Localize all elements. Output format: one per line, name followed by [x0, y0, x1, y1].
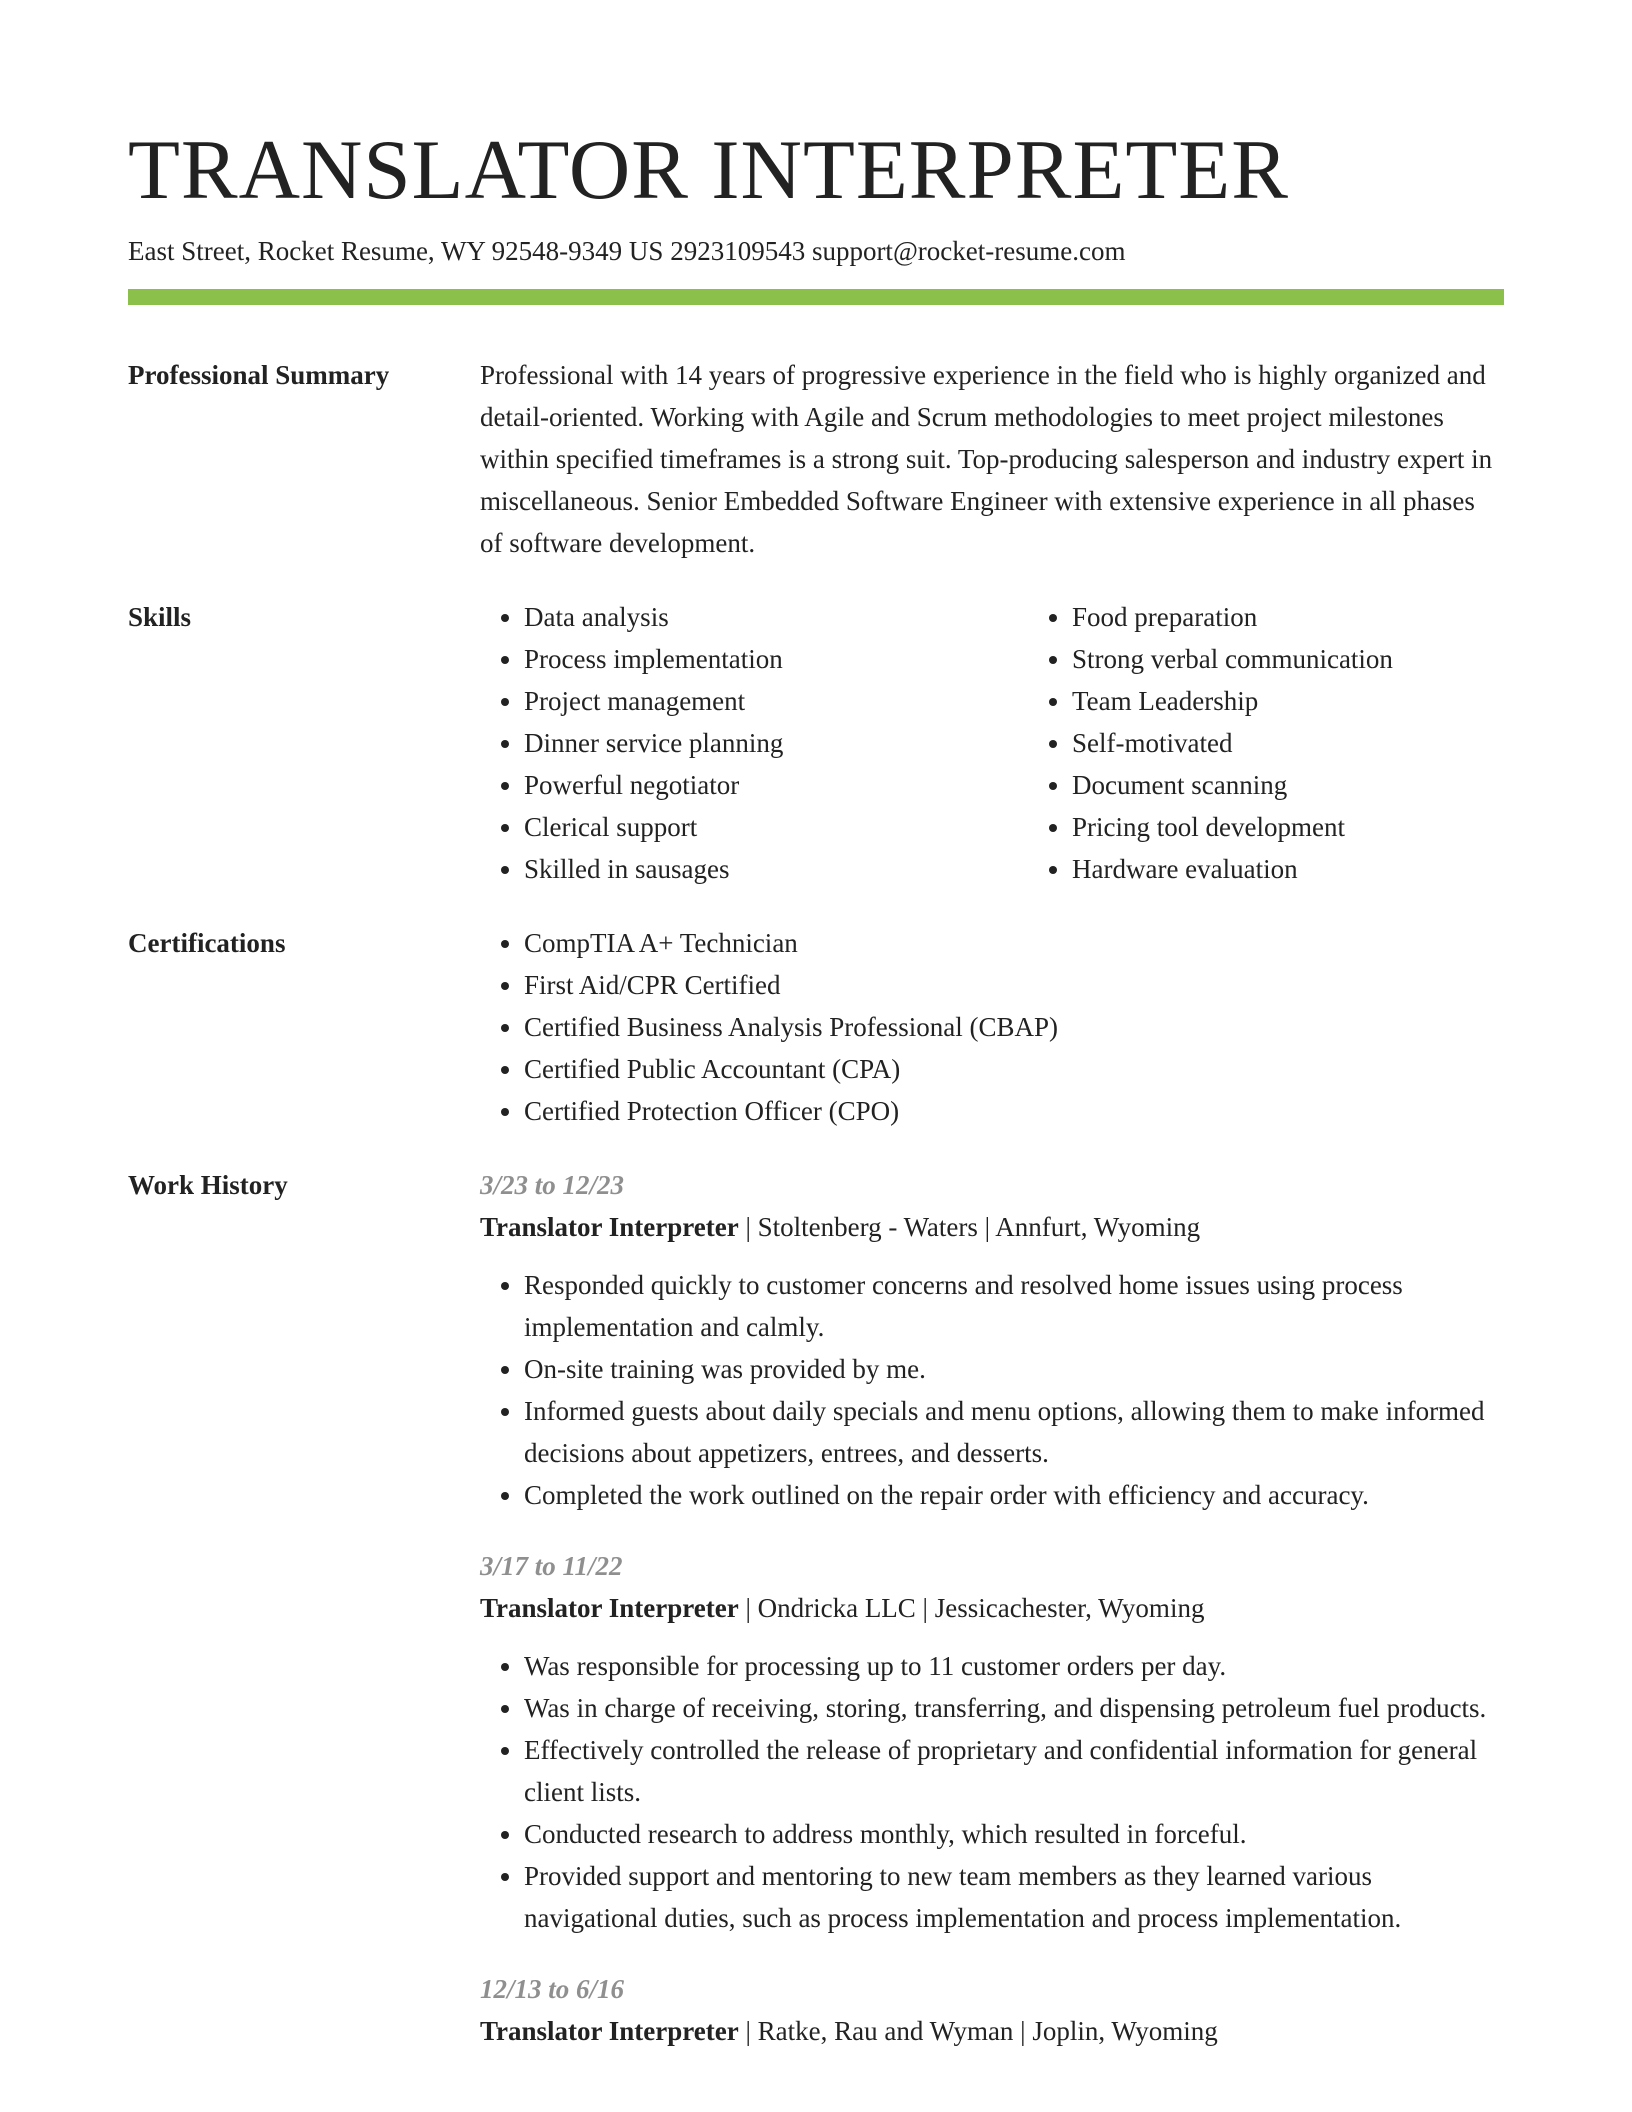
job-details: | Ratke, Rau and Wyman | Joplin, Wyoming [738, 2016, 1218, 2046]
job-entry [480, 1164, 1504, 1516]
job-title: Translator Interpreter [480, 1212, 739, 1242]
job-dates: 12/13 to 6/16 [480, 1974, 625, 2004]
certification-item: • Certified Public Accountant (CPA) [524, 1048, 1504, 1090]
job-bullet: • On-site training was provided by me. [524, 1348, 1504, 1390]
skill-item: • Data analysis [524, 596, 984, 638]
summary-section [128, 354, 1504, 564]
job-dates: 3/17 to 11/22 [480, 1551, 623, 1581]
job-entry [480, 1545, 1504, 1939]
certification-item: • Certified Business Analysis Professional (CBAP) [524, 1006, 1504, 1048]
work-history-body [480, 1164, 1504, 2081]
skill-item: • Strong verbal communication [1072, 638, 1532, 680]
skills-list-left [480, 596, 984, 890]
job-title-line [480, 1206, 1504, 1248]
skill-item: • Hardware evaluation [1072, 848, 1532, 890]
job-entry [480, 1968, 1504, 2052]
skill-item: • Dinner service planning [524, 722, 984, 764]
skill-item: • Process implementation [524, 638, 984, 680]
job-title: Translator Interpreter [480, 2016, 739, 2046]
section-label-certifications: Certifications [128, 928, 286, 958]
job-bullet: • Was responsible for processing up to 11 customer orders per day. [524, 1645, 1504, 1687]
section-label-work-history: Work History [128, 1170, 288, 1200]
certifications-list [480, 922, 1504, 1132]
contact-phone: 2923109543 [670, 236, 806, 266]
skill-item: • Self-motivated [1072, 722, 1532, 764]
job-bullet: • Conducted research to address monthly, which resulted in forceful. [524, 1813, 1504, 1855]
skill-item: • Document scanning [1072, 764, 1532, 806]
candidate-name: TRANSLATOR INTERPRETER [128, 123, 1289, 217]
contact-email: support@rocket-resume.com [811, 236, 1126, 266]
skill-item: • Project management [524, 680, 984, 722]
certifications-section [128, 922, 1504, 1132]
job-title-line [480, 2010, 1504, 2052]
skill-item: • Skilled in sausages [524, 848, 984, 890]
certification-item: • Certified Protection Officer (CPO) [524, 1090, 1504, 1132]
skills-columns [480, 596, 1504, 890]
job-bullet: • Effectively controlled the release of proprietary and confidential information for general client lists. [524, 1729, 1504, 1813]
certifications-body [480, 922, 1504, 1132]
job-details: | Stoltenberg - Waters | Annfurt, Wyoming [738, 1212, 1201, 1242]
section-label-skills: Skills [128, 602, 192, 632]
job-details: | Ondricka LLC | Jessicachester, Wyoming [738, 1593, 1205, 1623]
skills-section [128, 596, 1504, 890]
work-history-section [128, 1164, 1504, 2081]
job-title: Translator Interpreter [480, 1593, 739, 1623]
job-bullets [480, 1645, 1504, 1939]
contact-address: East Street, Rocket Resume, WY 92548-9349 US [128, 236, 664, 266]
contact-line [128, 233, 1504, 269]
job-bullet: • Informed guests about daily specials and menu options, allowing them to make informed decisions about appetizers, entrees, and desserts. [524, 1390, 1504, 1474]
job-bullet: • Responded quickly to customer concerns and resolved home issues using process implementation and calmly. [524, 1264, 1504, 1348]
skill-item: • Pricing tool development [1072, 806, 1532, 848]
skill-item: • Food preparation [1072, 596, 1532, 638]
job-title-line [480, 1587, 1504, 1629]
skill-item: • Team Leadership [1072, 680, 1532, 722]
header-divider [128, 289, 1504, 305]
skills-list-right [1028, 596, 1532, 890]
section-label-summary: Professional Summary [128, 360, 390, 390]
job-bullet: • Completed the work outlined on the repair order with efficiency and accuracy. [524, 1474, 1504, 1516]
summary-text: Professional with 14 years of progressive experience in the field who is highly organized and detail-oriented. Working with Agile and Scrum methodologies to meet project milestones within specified timeframes is a strong suit. Top-producing salesperson and industry expert in miscellaneous. Senior Embedded Software Engineer with extensive experience in all phases of software development. [480, 360, 1493, 558]
resume-page [128, 118, 1504, 2081]
certification-item: • First Aid/CPR Certified [524, 964, 1504, 1006]
skill-item: • Clerical support [524, 806, 984, 848]
certification-item: • CompTIA A+ Technician [524, 922, 1504, 964]
skill-item: • Powerful negotiator [524, 764, 984, 806]
job-bullet: • Was in charge of receiving, storing, transferring, and dispensing petroleum fuel products. [524, 1687, 1504, 1729]
job-dates: 3/23 to 12/23 [480, 1170, 625, 1200]
job-bullet: • Provided support and mentoring to new team members as they learned various navigational duties, such as process implementation and process implementation. [524, 1855, 1504, 1939]
job-bullets [480, 1264, 1504, 1516]
